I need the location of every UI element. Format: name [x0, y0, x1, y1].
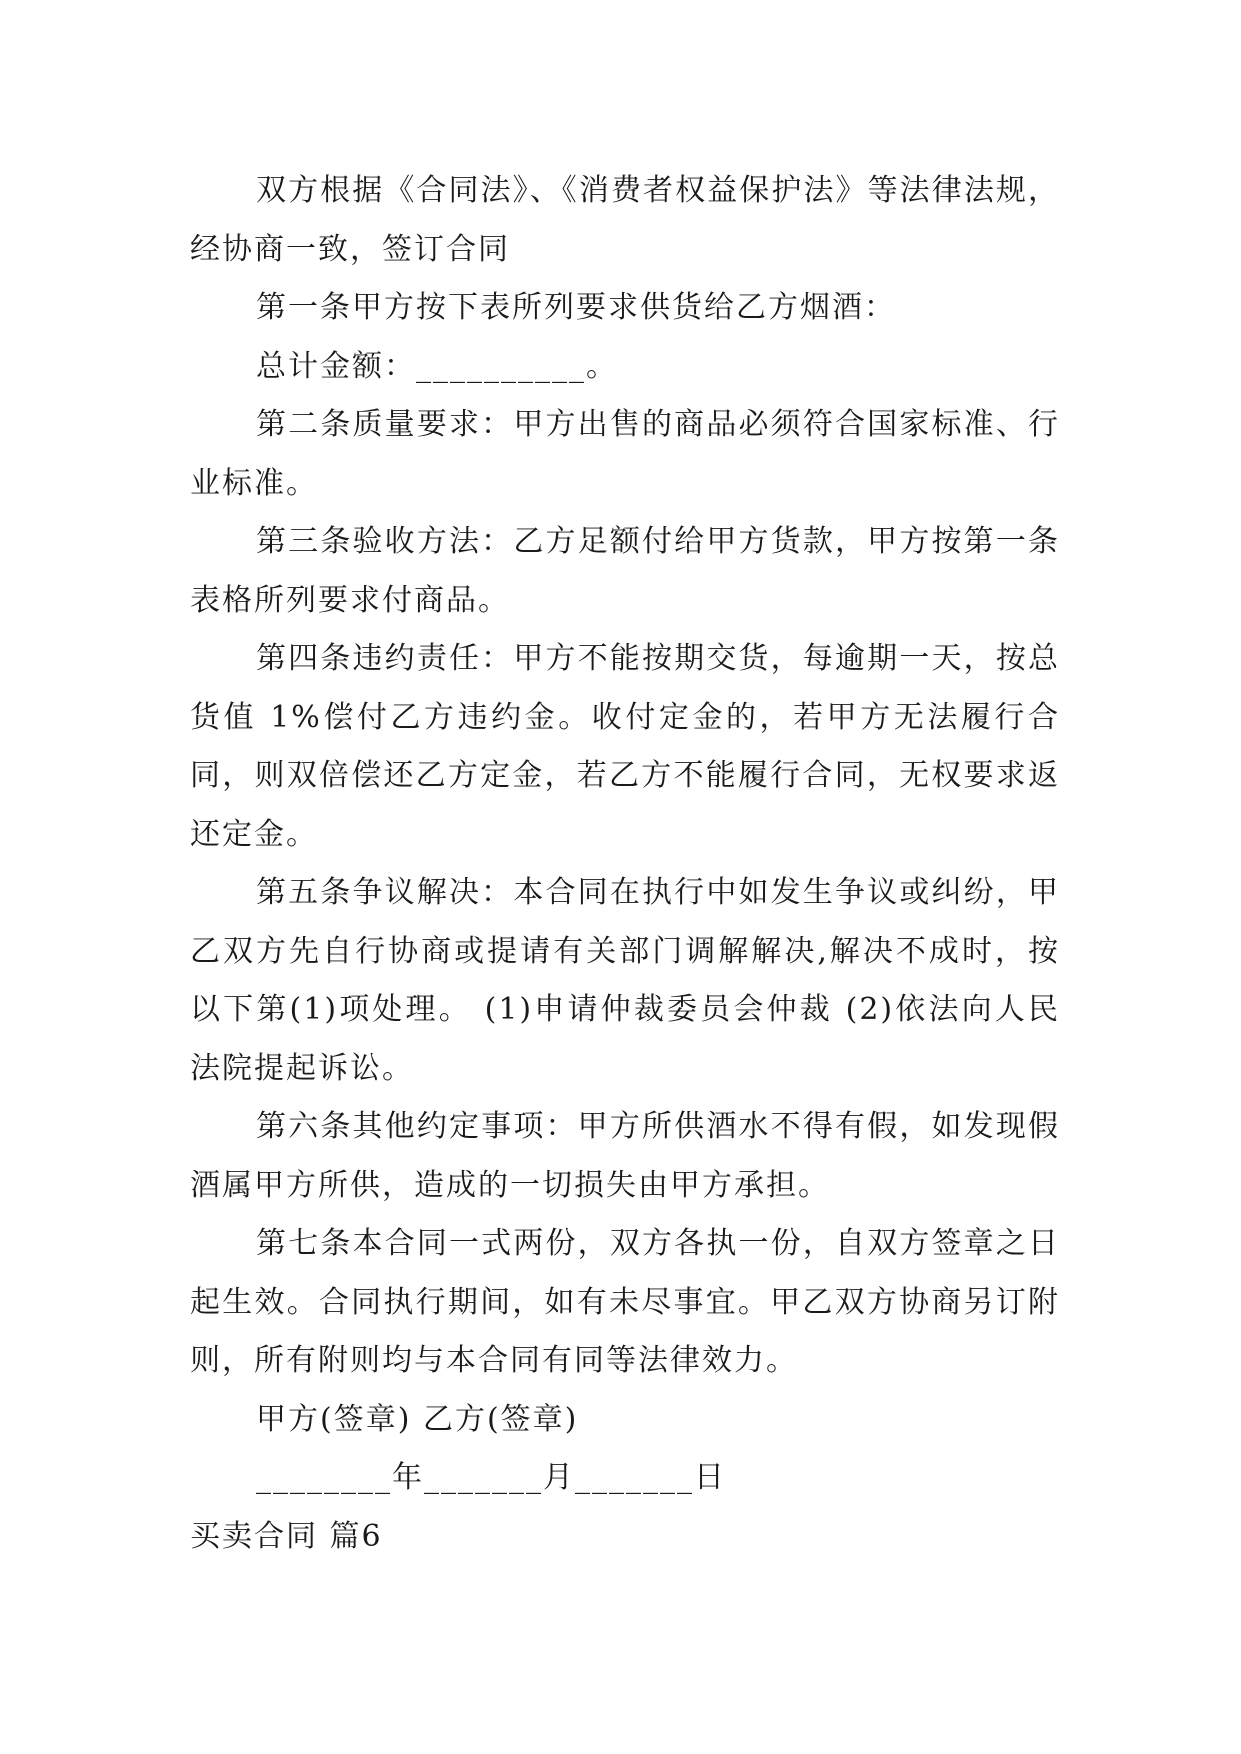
preamble-paragraph: 双方根据《合同法》、《消费者权益保护法》等法律法规，经协商一致，签订合同 — [190, 173, 1060, 267]
signature-line: 甲方(签章) 乙方(签章) — [256, 1401, 579, 1437]
article-3-paragraph: 第三条验收方法：乙方足额付给甲方货款，甲方按第一条表格所列要求付商品。 — [190, 524, 1060, 618]
article-7-paragraph: 第七条本合同一式两份，双方各执一份，自双方签章之日起生效。合同执行期间，如有未尽事宜。甲乙双方协商另订附则，所有附则均与本合同有同等法律效力。 — [190, 1226, 1060, 1378]
section-heading: 买卖合同 篇6 — [190, 1518, 383, 1554]
total-amount-paragraph: 总计金额：__________。 — [256, 348, 618, 384]
article-4-paragraph: 第四条违约责任：甲方不能按期交货，每逾期一天，按总货值 1%偿付乙方违约金。收付定金的，若甲方无法履行合同，则双倍偿还乙方定金，若乙方不能履行合同，无权要求返还定金。 — [190, 641, 1060, 852]
date-line: ________年_______月_______日 — [256, 1460, 726, 1495]
article-5-paragraph: 第五条争议解决：本合同在执行中如发生争议或纠纷，甲乙双方先自行协商或提请有关部门调解解决,解决不成时，按以下第(1)项处理。 (1)申请仲裁委员会仲裁 (2)依法向人民法院提起诉讼。 — [190, 875, 1060, 1086]
article-6-paragraph: 第六条其他约定事项：甲方所供酒水不得有假，如发现假酒属甲方所供，造成的一切损失由甲方承担。 — [190, 1109, 1060, 1203]
article-2-paragraph: 第二条质量要求：甲方出售的商品必须符合国家标准、行业标准。 — [190, 407, 1060, 501]
article-1-paragraph: 第一条甲方按下表所列要求供货给乙方烟酒： — [256, 290, 896, 325]
contract-body — [190, 162, 1060, 1566]
